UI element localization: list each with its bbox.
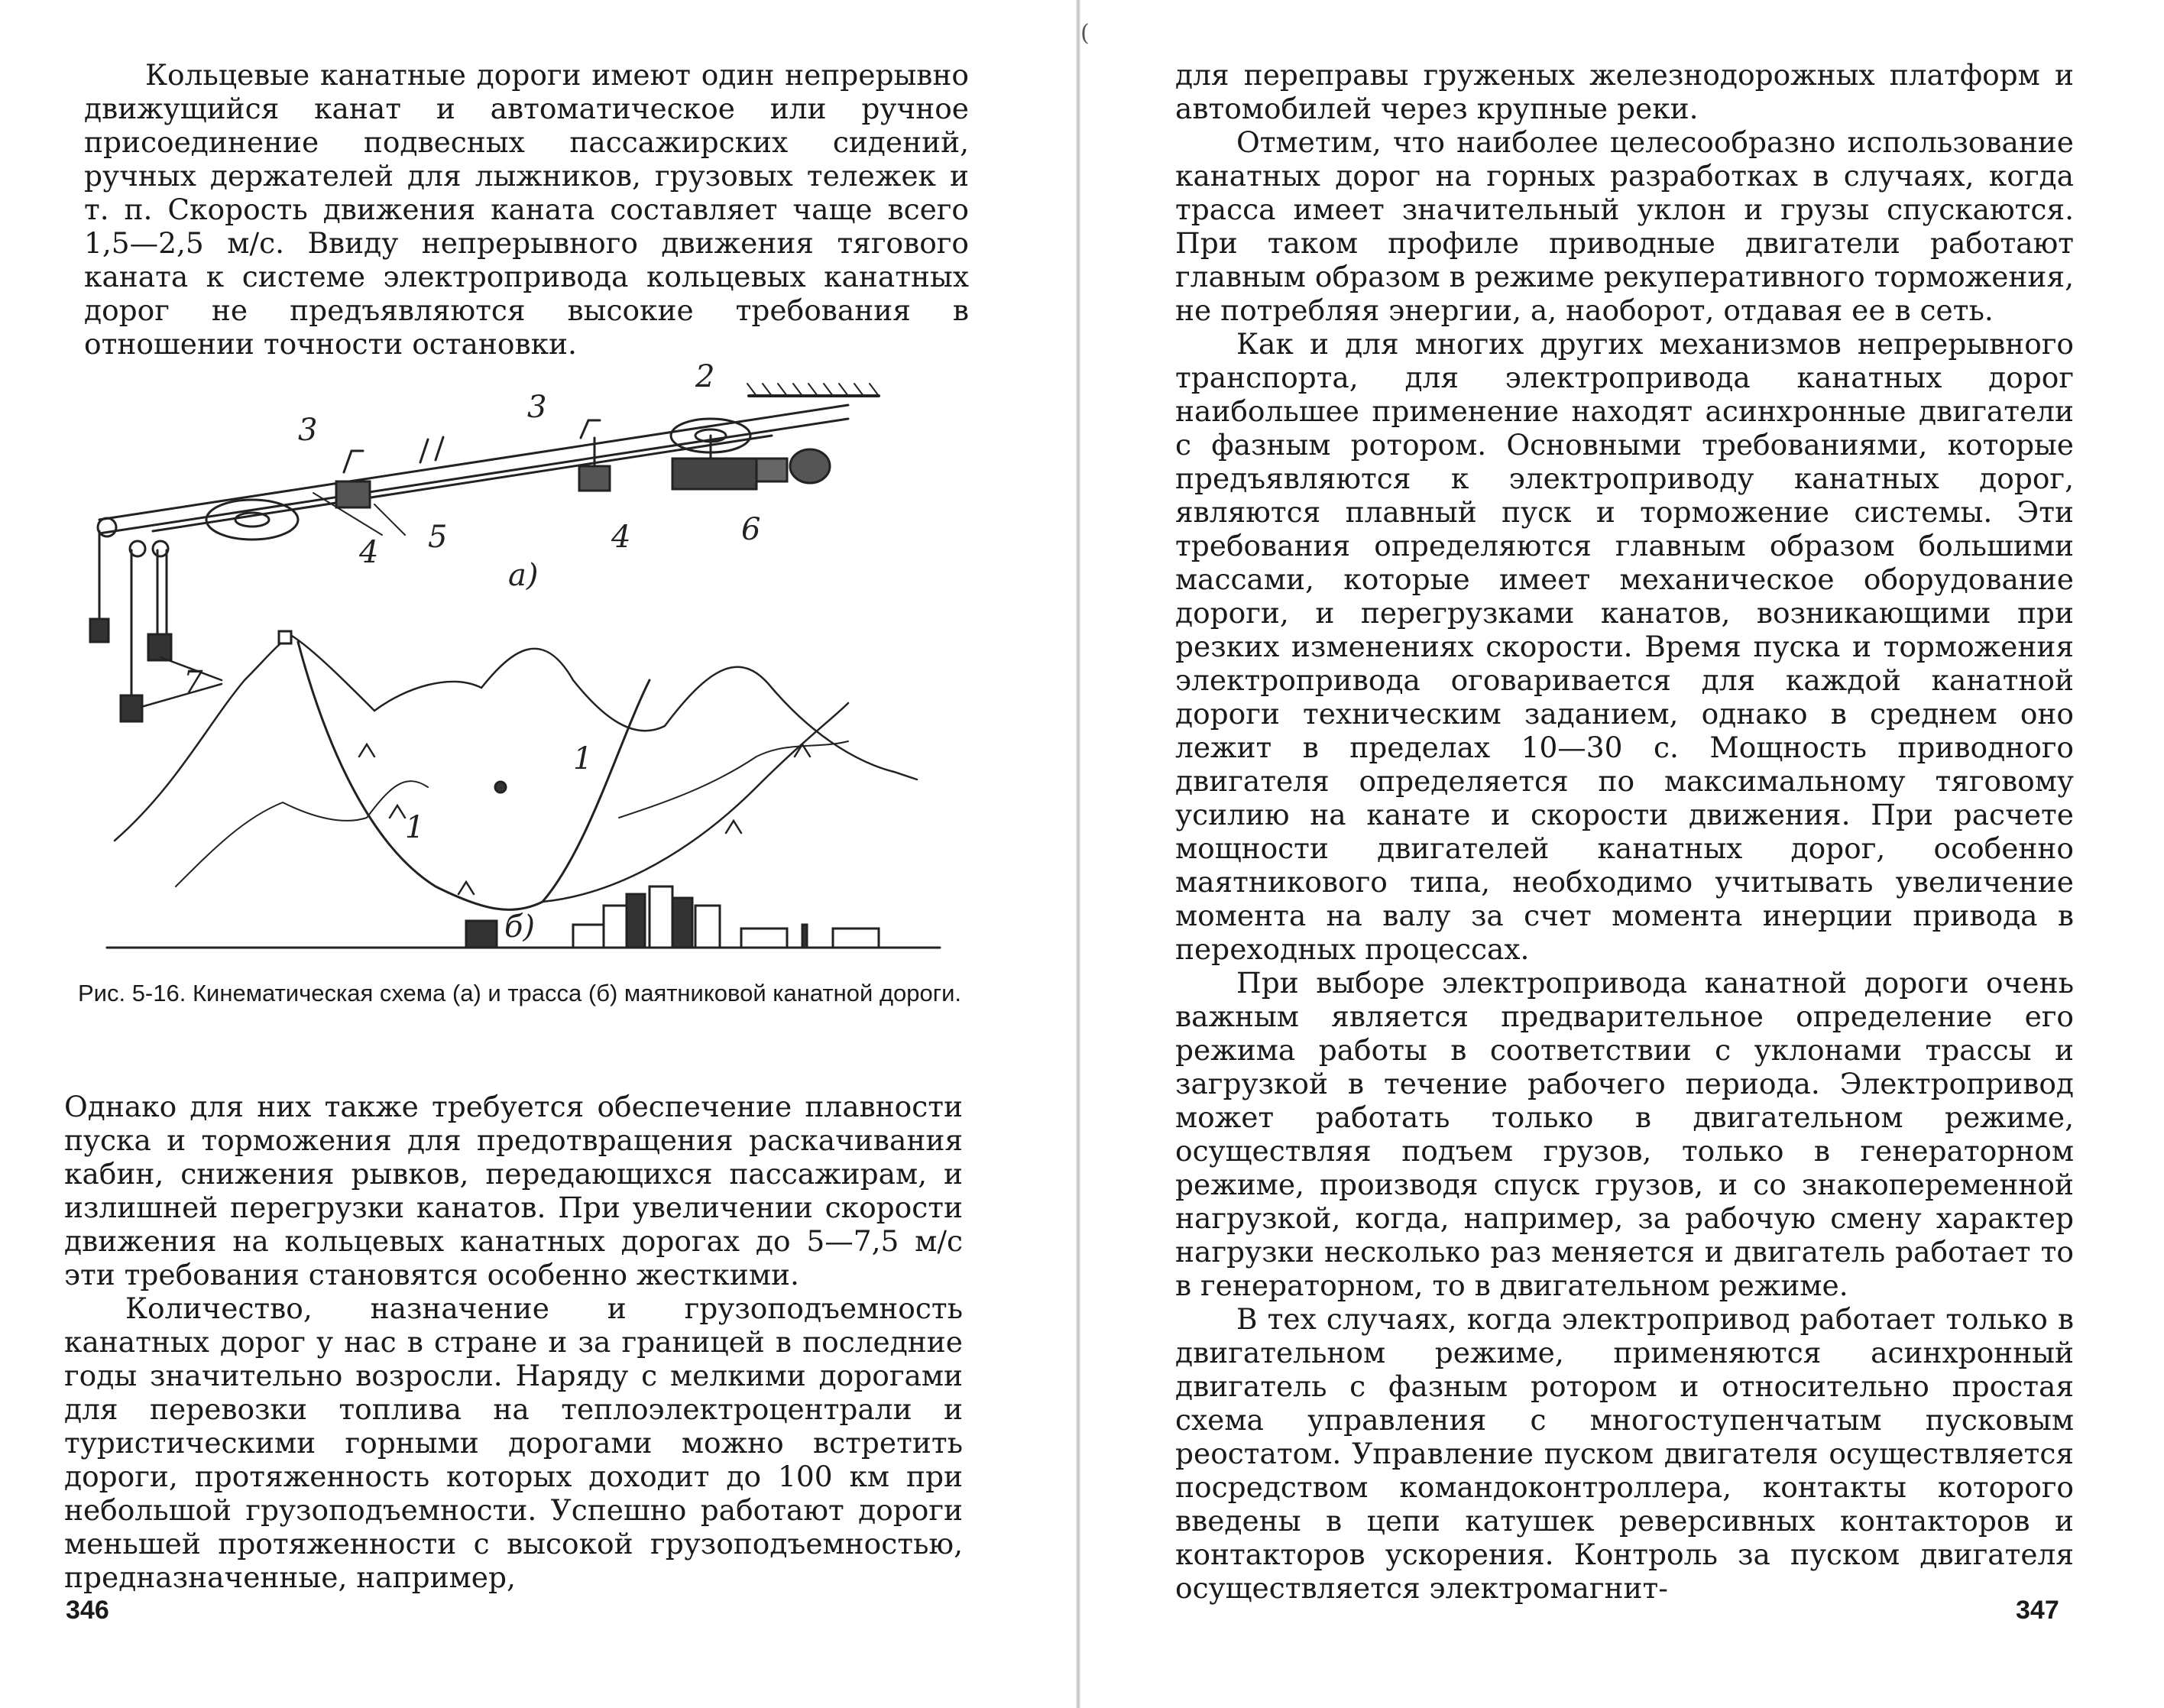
paragraph: для переправы груженых железнодорожных платформ и автомобилей через крупные реки. <box>1175 58 2074 125</box>
fig-label: 3 <box>527 390 547 425</box>
page-number: 347 <box>2016 1596 2059 1625</box>
fig-label: 1 <box>405 810 425 845</box>
scan-artifact: ( <box>1080 20 1090 47</box>
fig-label: 6 <box>741 512 761 547</box>
left-bottom-text <box>64 1090 963 1594</box>
fig-label: 4 <box>611 520 631 555</box>
left-page <box>0 0 1070 1708</box>
figure-5-16 <box>84 359 970 971</box>
figure-drawing <box>84 359 970 971</box>
left-top-text <box>84 58 969 361</box>
fig-label: 1 <box>573 741 593 776</box>
paragraph: В тех случаях, когда электропривод работает только в двигательном режиме, применяются асинхронный двигатель с фазным ротором и относительно простая схема управления с многоступенчатым пусковым реостатом. Управление пуском двигателя осуществляется посредством командоконтроллера, контакты которого введены в цепи катушек реверсивных контакторов и контакторов ускорения. Контроль за пуском двигателя осуществляется электромагнит- <box>1175 1302 2074 1605</box>
subfigure-a-label: а) <box>508 558 539 593</box>
fig-label: 7 <box>183 665 203 700</box>
fig-label: 2 <box>695 359 715 394</box>
fig-label: 3 <box>298 413 318 448</box>
paragraph: Однако для них также требуется обеспечение плавности пуска и торможения для предотвращения раскачивания кабин, снижения рывков, передающихся пассажирам, и излишней перегрузки канатов. При увеличении скорости движения на кольцевых канатных дорогах до 5—7,5 м/с эти требования становятся особенно жесткими. <box>64 1090 963 1292</box>
right-text <box>1175 58 2074 1605</box>
paragraph: Отметим, что наиболее целесообразно использование канатных дорог на горных разработках в случаях, когда трасса имеет значительный уклон и грузы спускаются. При таком профиле приводные двигатели работают главным образом в режиме рекуперативного торможения, не потребляя энергии, а, наоборот, отдавая ее в сеть. <box>1175 125 2074 327</box>
paragraph: Кольцевые канатные дороги имеют один непрерывно движущийся канат и автоматическое или ручное присоединение подвесных пассажирских сидений, ручных держателей для лыжников, грузовых тележек и т. п. Скорость движения каната составляет чаще всего 1,5—2,5 м/с. Ввиду непрерывного движения тягового каната к системе электропривода кольцевых канатных дорог не предъявляются высокие требования в отношении точности остановки. <box>84 58 969 361</box>
paragraph: При выборе электропривода канатной дороги очень важным является предварительное определение его режима работы в соответствии с уклонами трассы и загрузкой в течение рабочего периода. Электропривод может работать только в двигательном режиме, осуществляя подъем грузов, только в генераторном режиме, производя спуск грузов, и со знакопеременной нагрузкой, когда, например, за рабочую смену характер нагрузки несколько раз меняется и двигатель работает то в генераторном, то в двигательном режиме. <box>1175 966 2074 1302</box>
fig-label: 5 <box>428 520 448 555</box>
right-page <box>1080 0 2164 1708</box>
paragraph: Как и для многих других механизмов непрерывного транспорта, для электропривода канатных дорог наибольшее применение находят асинхронные двигатели с фазным ротором. Основными требованиями, которые предъявляются к электроприводу канатных дорог, являются плавный пуск и торможение системы. Эти требования определяются главным образом большими массами, которые имеет механическое оборудование дороги, и перегрузками канатов, возникающими при резких изменениях скорости. Время пуска и торможения электропривода оговаривается для каждой канатной дороги техническим заданием, однако в среднем оно лежит в пределах 10—30 с. Мощность приводного двигателя определяется по максимальному тяговому усилию на канате и скорости движения. При расчете мощности двигателей канатных дорог, особенно маятникового типа, необходимо учитывать увеличение момента на валу за счет момента инерции привода в переходных процессах. <box>1175 327 2074 966</box>
page-number: 346 <box>66 1596 109 1625</box>
subfigure-b-label: б) <box>504 909 536 945</box>
figure-caption: Рис. 5-16. Кинематическая схема (а) и трасса (б) маятниковой канатной дороги. <box>77 980 962 1006</box>
paragraph: Количество, назначение и грузоподъемность канатных дорог у нас в стране и за границей в последние годы значительно возросли. Наряду с мелкими дорогами для перевозки топлива на теплоэлектроцентрали и туристическими горными дорогами можно встретить дороги, протяженность которых доходит до 100 км при небольшой грузоподъемности. Успешно работают дороги меньшей протяженности с высокой грузоподъемностью, предназначенные, например, <box>64 1292 963 1594</box>
fig-label: 4 <box>359 535 379 570</box>
